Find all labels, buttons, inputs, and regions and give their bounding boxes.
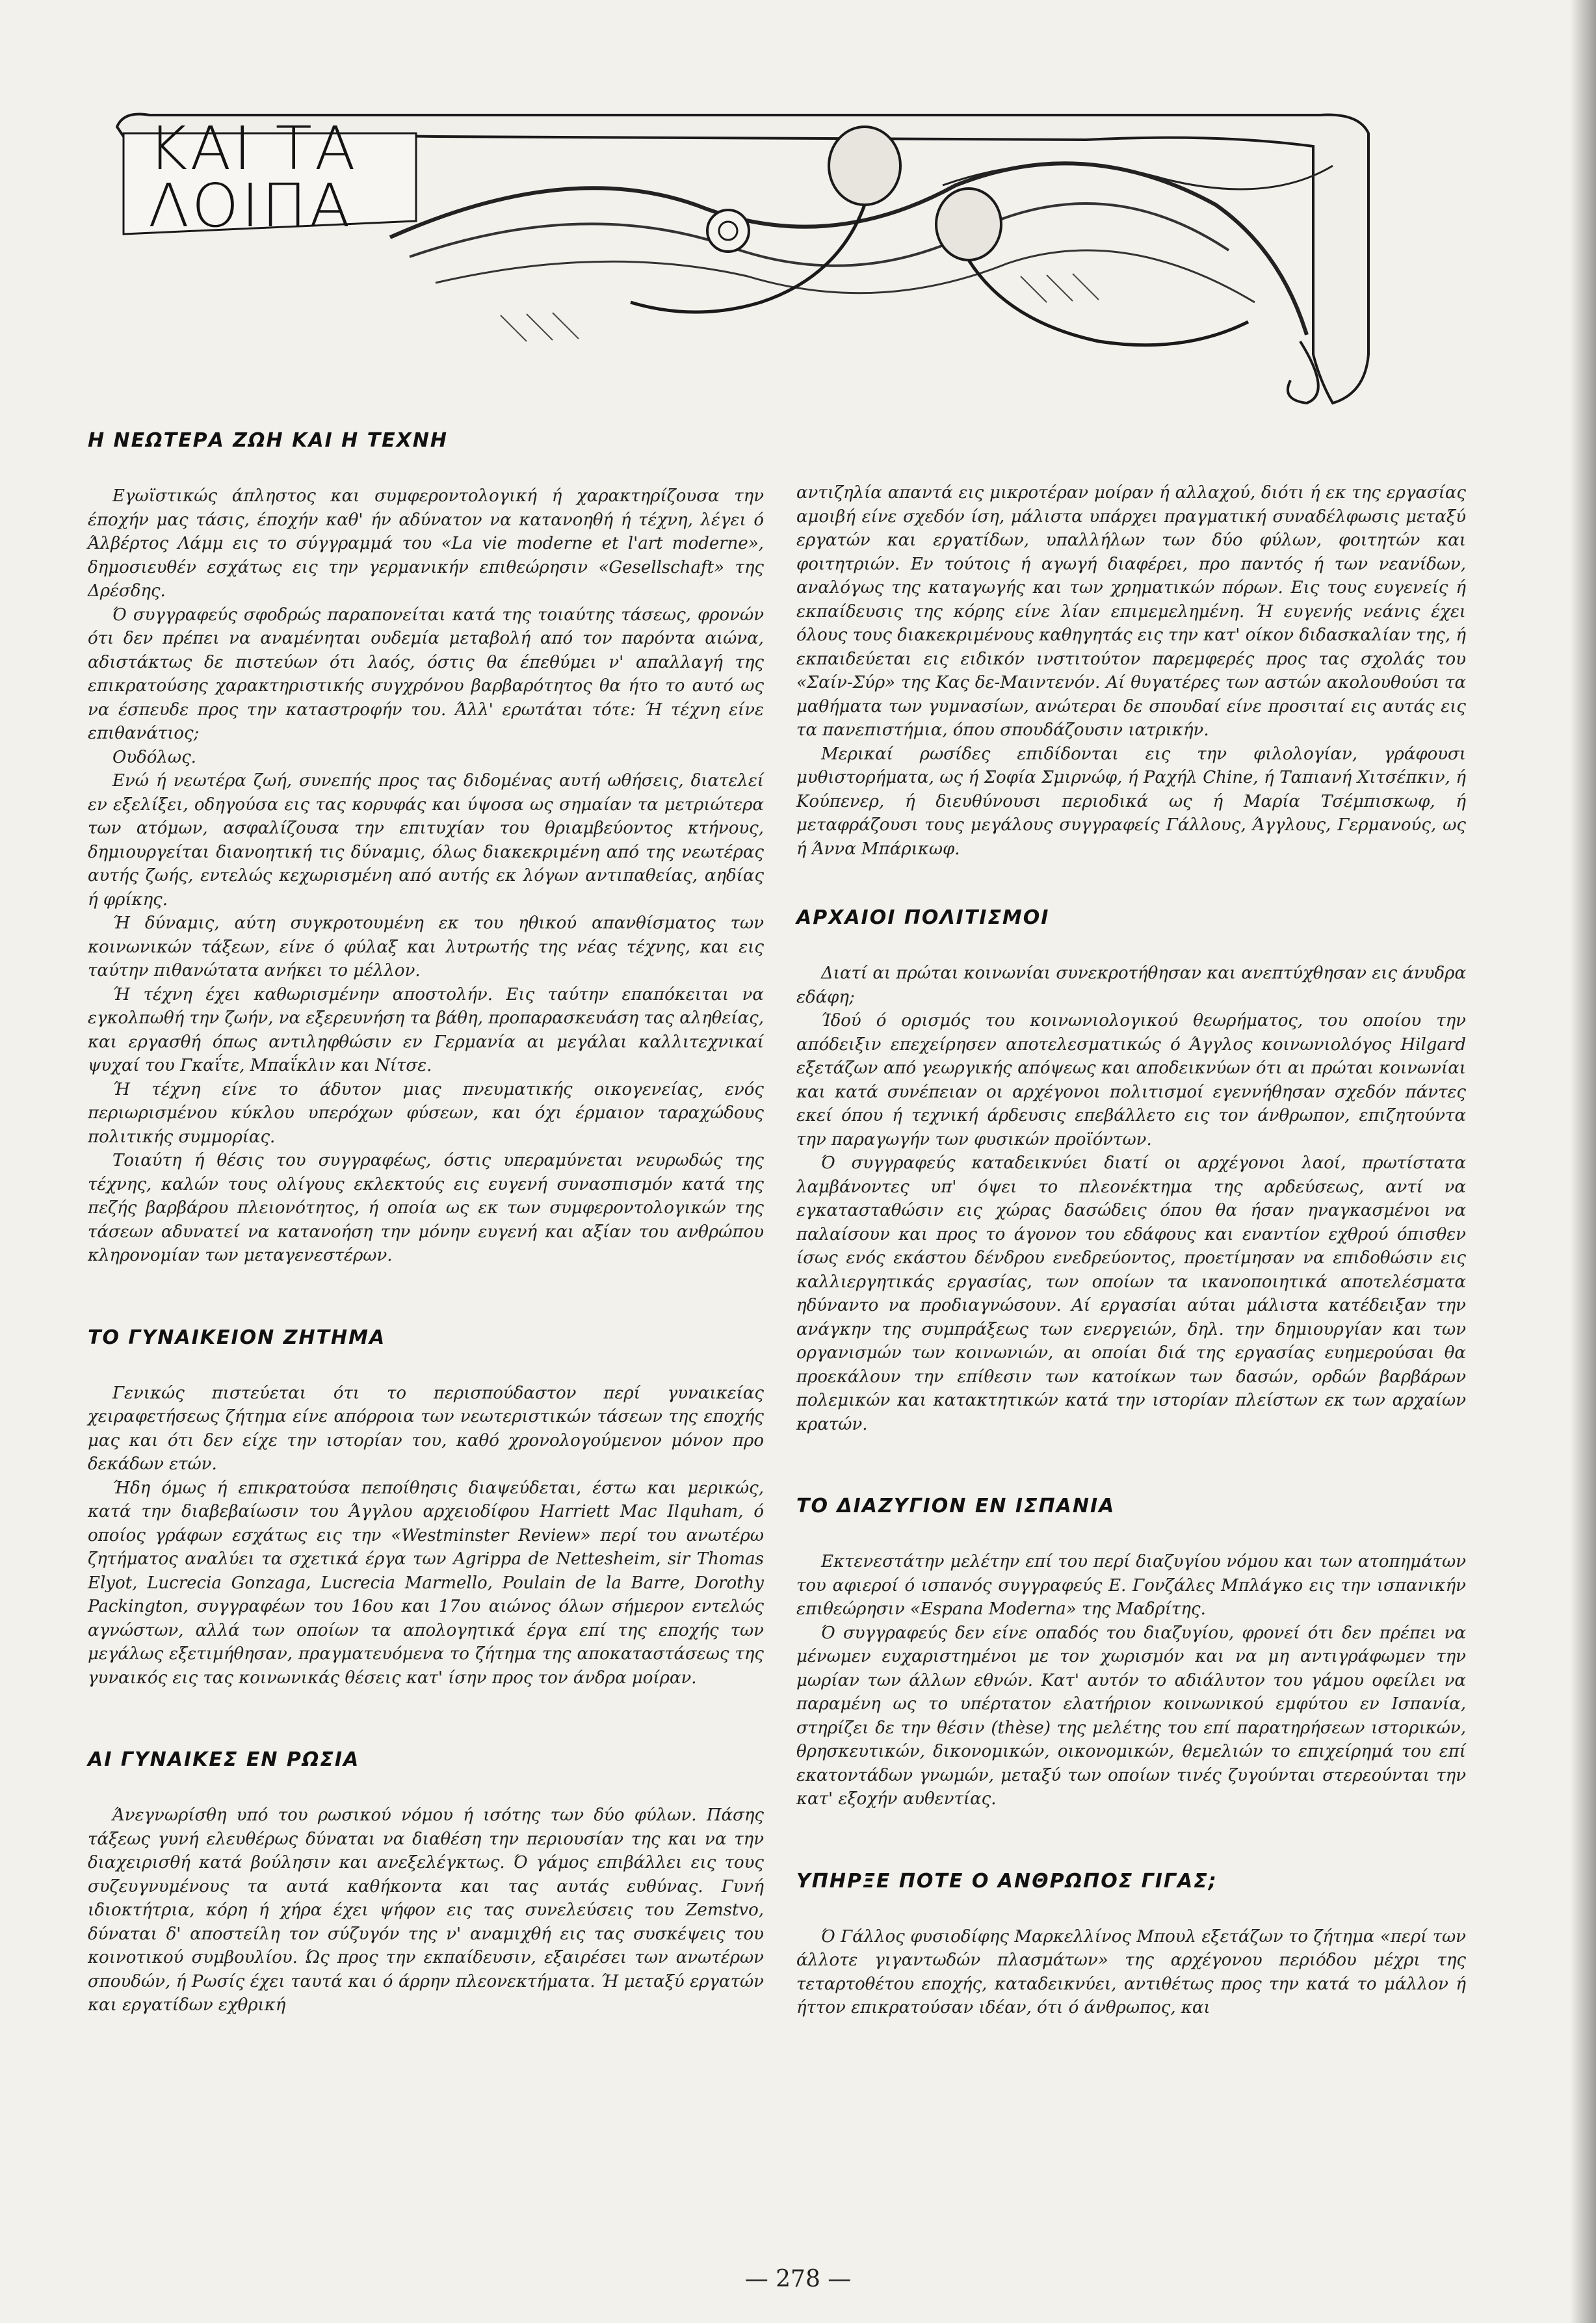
paragraph: Μερικαί ρωσίδες επιδίδονται εις την φιλολογίαν, γράφουσι μυθιστορήματα, ως ή Σοφία Σμιρνώφ, ή Ραχήλ Chine, ή Ταπιανή Χιτσέπκιν, ή Κούπενερ, ή διευθύνουσι περιοδικά ως ή Μαρία Τσέμπισκωφ, ή μεταφράζουσι τους μεγάλους συγγραφείς Γάλλους, Άγγλους, Γερμανούς, ως ή Άννα Μπάρικωφ. [796, 744, 1466, 859]
article-continuation [796, 481, 1466, 861]
paragraph: Ό συγγραφεύς καταδεικνύει διατί οι αρχέγονοι λαοί, πρωτίστατα λαμβάνοντες υπ' όψει το πλεονέκτημα της αρδεύσεως, αντί να εγκατασταθώσιν εις χώρας δασώδεις όπου θα ήσαν ηναγκασμένοι να παλαίσουν και προς το άγονον του εδάφους και εναντίον εχθρού όπισθεν ίσως ενός εκάστου δένδρου ενεδρεύοντος, προετίμησαν να επιδοθώσιν εις καλλιεργητικάς εργασίας, των οποίων τα ικανοποιητικά αποτελέσματα ηδύναντο να προδιαγνώσουν. Αί εργασίαι αύται μάλιστα κατέδειξαν την ανάγκην της συμπράξεως των ενεργειών, δηλ. την δημιουργίαν και των οργανισμών των κοινωνιών, αι οποίαι διά της εργασίας ευημερούσαι θα προεκάλουν την επίθεσιν των κατοίκων των δασών, ορδών βαρβάρων πολεμικών και κατακτητικών κατά την ιστορίαν πλείστων εκ των αρχαίων κρατών. [796, 1153, 1466, 1434]
article-women-russia [88, 1748, 764, 2017]
article-title: ΤΟ ΓΥΝΑΙΚΕΙΟΝ ΖΗΤΗΜΑ [88, 1326, 386, 1349]
paragraph: Ή δύναμις, αύτη συγκροτουμένη εκ του ηθικού απανθίσματος των κοινωνικών τάξεων, είνε ό φύλαξ και λυτρωτής της νέας τέχνης, και εις ταύτην πιθανώτατα ανήκει το μέλλον. [88, 913, 764, 980]
paragraph: Ουδόλως. [112, 747, 196, 767]
article-divorce-spain [796, 1495, 1466, 1811]
article-title: Η ΝΕΩΤΕΡΑ ΖΩΗ ΚΑΙ Η ΤΕΧΝΗ [88, 429, 448, 452]
article-new-life-art [88, 429, 764, 1268]
article-title: ΥΠΗΡΞΕ ΠΟΤΕ Ο ΑΝΘΡΩΠΟΣ ΓΙΓΑΣ; [796, 1869, 1218, 1893]
paragraph: Εκτενεστάτην μελέτην επί του περί διαζυγίου νόμου και των ατοπημάτων του αφιεροί ό ισπανός συγγραφεύς Ε. Γονζάλες Μπλάγκο εις την ισπανικήν επιθεώρησιν «Espana Moderna» της Μαδρίτης. [796, 1552, 1466, 1619]
masthead-line-1: ΚΑΙ ΤΑ [148, 114, 358, 183]
paragraph: Ήδη όμως ή επικρατούσα πεποίθησις διαψεύδεται, έστω και μερικώς, κατά την διαβεβαίωσιν του Άγγλου αρχειοδίφου Harriett Mac Ilquham, ό οποίος γράφων εσχάτως εις την «Westminster Review» περί του ανωτέρω ζητήματος αναλύει τα σχετικά έργα των Agrippa de Nettesheim, sir Thomas Elyot, Lucrecia Gonzaga, Lucrecia Marmello, Poulain de la Barre, Dorothy Packington, συγγραφέων του 16ου και 17ου αιώνος όλων σήμερον εντελώς αγνώστων, αλλά των οποίων τα απολογητικά έργα επί της εποχής των μεγάλως εξετιμήθησαν, πραγματευόμενα το ζήτημα της αποκαταστάσεως της γυναικός εις τας κοινωνικάς θέσεις κατ' ίσην προς τον άνδρα μοίραν. [88, 1478, 764, 1688]
page-number: — 278 — [744, 2266, 852, 2292]
paragraph: Ίδού ό ορισμός του κοινωνιολογικού θεωρήματος, του οποίου την απόδειξιν επεχείρησεν αποτελεσματικώς ό Άγγλος κοινωνιολόγος Hilgard εξετάζων από γεωργικής απόψεως και αποδεικνύων ότι αι πρώται κοινωνίαι και κατά συνέπειαν οι αρχέγονοι πολιτισμοί εγεννήθησαν σχεδόν πάντες εκεί όπου ή τεχνική άρδευσις επεβάλλετο εις τον άνθρωπον, επιζητούντα την παραγωγήν των φυσικών προϊόντων. [796, 1011, 1466, 1149]
paragraph: Ό Γάλλος φυσιοδίφης Μαρκελλίνος Μπουλ εξετάζων το ζήτημα «περί των άλλοτε γιγαντωδών πλασμάτων» της αρχέγονου περιόδου μέχρι της τεταρτοθέτου εποχής, καταδεικνύει, αντιθέτως προς την κατά το μάλλον ή ήττον επικρατούσαν ιδέαν, ότι ό άνθρωπος, και [796, 1926, 1466, 2017]
article-ancient-civilizations [796, 906, 1466, 1436]
article-giant-man [796, 1870, 1466, 2020]
paragraph: Τοιαύτη ή θέσις του συγγραφέως, όστις υπεραμύνεται νευρωδώς της τέχνης, καλών τους ολίγους εκλεκτούς εις ευγενή συνασπισμόν κατά της πεζής βαρβάρου πλειονότητος, ή οποία ως εκ των συμφεροντολογικών της τάσεων αδυνατεί να κατανοήση την μόνην ευγενή και αξίαν του ανθρώπου κληρονομίαν των μεταγενεστέρων. [88, 1151, 764, 1265]
paragraph: Ό συγγραφεύς σφοδρώς παραπονείται κατά της τοιαύτης τάσεως, φρονών ότι δεν πρέπει να αναμένηται ουδεμία μεταβολή από τον παρόντα αιώνα, αδιστάκτως δε πιστεύων ότι λαός, όστις θα έπεθύμει ν' απαλλαγή της επικρατούσης χαρακτηριστικής συγχρόνου βαρβαρότητος θα ήτο το αυτό ως να έσπευδε προς την καταστροφήν του. Άλλ' ερωτάται τότε: Ή τέχνη είνε επιθανάτιος; [88, 605, 764, 743]
article-women-question [88, 1326, 764, 1690]
binding-shadow [1570, 0, 1596, 2323]
right-column [796, 481, 1466, 2079]
left-column [88, 429, 764, 2076]
paragraph: αντιζηλία απαντά εις μικροτέραν μοίραν ή αλλαχού, διότι ή εκ της εργασίας αμοιβή είνε σχεδόν ίση, μάλιστα υπάρχει πραγματική συναδέλφωσις μεταξύ εργατών και εργατίδων, υπαλλήλων των δύο φύλων, φοιτητών και φοιτητριών. Εν τούτοις ή αγωγή διαφέρει, προ παντός ή των νεανίδων, αναλόγως της καταγωγής και των χρηματικών πόρων. Εις τους ευγενείς ή εκπαίδευσις της κόρης είνε λίαν επιμεμελημένη. Ή ευγενής νεάνις έχει όλους τους διακεκριμένους καθηγητάς εις την κατ' οίκον διδασκαλίαν της, ή εκπαιδεύεται εις ειδικόν ινστιτούτον παρεμφερές προς τας σχολάς του «Σαίν-Σύρ» της Κας δε-Μαιντενόν. Αί θυγατέρες των αστών ακολουθούσι τα μαθήματα των γυμνασίων, ανώτεραι δε σπουδαί είνε προσιταί εις αυτάς εις τα πανεπιστήμια, όπου σπουδάζουσιν ιατρικήν. [796, 483, 1466, 740]
paragraph: Ό συγγραφεύς δεν είνε οπαδός του διαζυγίου, φρονεί ότι δεν πρέπει να μένωμεν ευχαριστημένοι με τον χωρισμόν και να μη αντιγράφωμεν την μωρίαν των άλλων εθνών. Κατ' αυτόν το αδιάλυτον του γάμου οφείλει να παραμένη ως το υπέρτατον ελατήριον κοινωνικού εμφύτου εν Ισπανία, στηρίζει δε την θέσιν (thèse) της μελέτης του επί παρατηρήσεων ιστορικών, θρησκευτικών, δικονομικών, οικονομικών, θεμελιών το επιχείρημά του επί εκατοντάδων γνωμών, μεταξύ των οποίων τινές ζυγούνται στερεούνται την κατ' εξοχήν αυθεντίας. [796, 1623, 1466, 1809]
paragraph: Άνεγνωρίσθη υπό του ρωσικού νόμου ή ισότης των δύο φύλων. Πάσης τάξεως γυνή ελευθέρως δύναται να διαθέση την περιουσίαν της και να την διαχειρισθή κατά βούλησιν και ανεξελέγκτως. Ό γάμος επιβάλλει εις τους συζευγνυμένους τα αυτά καθήκοντα και τας αυτάς ευθύνας. Γυνή ιδιοκτήτρια, κόρη ή χήρα έχει ψήφον εις τας συνελεύσεις του Zemstvo, δύναται δ' αποστείλη τον σύζυγόν της ν' αναμιχθή εις τας συσκέψεις του κοινοτικού συμβουλίου. Ώς προς την εκπαίδευσιν, εξαιρέσει των ανωτέρων σπουδών, ή Ρωσίς έχει ταυτά και ό άρρην πλεονεκτήματα. Ή μεταξύ εργατών και εργατίδων εχθρική [88, 1805, 764, 2015]
masthead-line-2: ΛΟΙΠΑ [148, 171, 353, 241]
paragraph: Εγωϊστικώς άπληστος και συμφεροντολογική ή χαρακτηρίζουσα την έποχήν μας τάσις, έποχήν καθ' ήν αδύνατον να κατανοηθή ή τέχνη, λέγει ό Άλβέρτος Λάμμ εις το σύγγραμμά του «La vie moderne et l'art moderne», δημοσιευθέν εσχάτως εις την γερμανικήν επιθεώρησιν «Gesellschaft» της Δρέσδης. [88, 486, 764, 601]
paragraph: Ή τέχνη έχει καθωρισμένην αποστολήν. Εις ταύτην επαπόκειται να εγκολπωθή την ζωήν, να εξερευνήση τα βάθη, προπαρασκευάση τας αληθείας, και εργασθή όπως αντιληφθώσιν εν Γερμανία αι μεγάλαι καλλιτεχνικαί ψυχαί του Γκαΐτε, Μπαΐκλιν και Νίτσε. [88, 984, 764, 1075]
paragraph: Διατί αι πρώται κοινωνίαι συνεκροτήθησαν και ανεπτύχθησαν εις άνυδρα εδάφη; [796, 964, 1466, 1007]
paragraph: Γενικώς πιστεύεται ότι το περισπούδαστον περί γυναικείας χειραφετήσεως ζήτημα είνε απόρροια των νεωτεριστικών τάσεων της εποχής μας και ότι δεν είχε την ιστορίαν του, καθό χρονολογούμενον μόνον προ δεκάδων ετών. [88, 1383, 764, 1474]
paragraph: Ή τέχνη είνε το άδυτον μιας πνευματικής οικογενείας, ενός περιωρισμένου κύκλου υπερόχων φύσεων, και όχι έρμαιον ταραχώδους πολιτικής συμμορίας. [88, 1079, 764, 1147]
article-title: ΑΡΧΑΙΟΙ ΠΟΛΙΤΙΣΜΟΙ [796, 906, 1050, 929]
article-title: ΤΟ ΔΙΑΖΥΓΙΟΝ ΕΝ ΙΣΠΑΝΙΑ [796, 1495, 1116, 1517]
paragraph: Ενώ ή νεωτέρα ζωή, συνεπής προς τας διδομένας αυτή ωθήσεις, διατελεί εν εξελίξει, οδηγούσα εις τας κορυφάς και ύψοσα ως σημαίαν τα μετριώτερα των ατόμων, ασφαλίζουσα την επιτυχίαν του θριαμβεύοντος κτήνους, δημιουργείται διανοητική τις δύναμις, όλως διακεκριμένη από της νεωτέρας αυτής ζωής, εντελώς κεχωρισμένη από αυτής εκ λόγων αντιπαθείας, αηδίας ή φρίκης. [88, 771, 764, 910]
masthead-title [148, 114, 395, 241]
article-title: ΑΙ ΓΥΝΑΙΚΕΣ ΕΝ ΡΩΣΙΑ [88, 1748, 360, 1771]
